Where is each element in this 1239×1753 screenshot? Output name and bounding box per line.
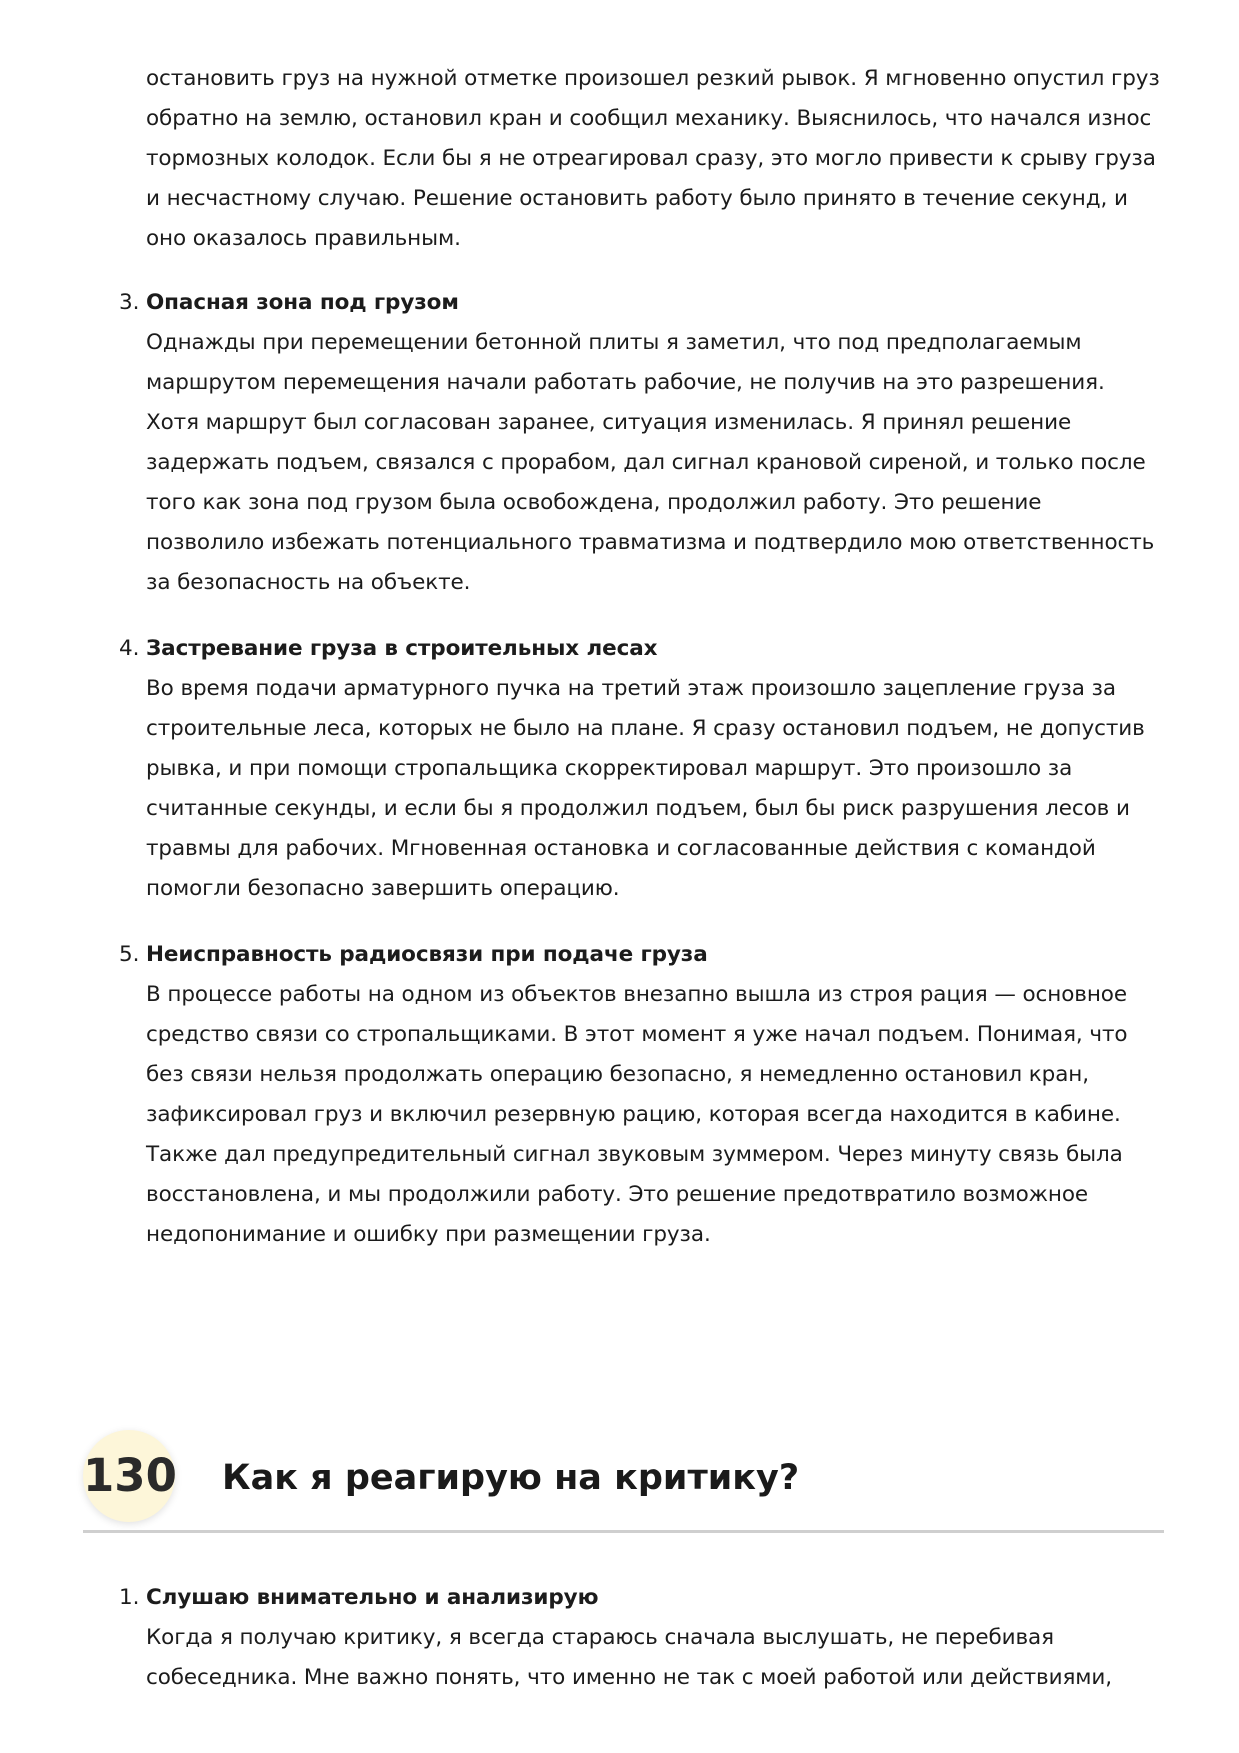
list-item-heading xyxy=(119,1578,1164,1618)
list-item-body: Однажды при перемещении бетонной плиты я заметил, что под предполагаемым маршрутом перемещения начали работать рабочие, не получив на это разрешения. Хотя маршрут был согласован заранее, ситуация изменилась. Я принял решение задержать подъем, связался с прорабом, дал сигнал крановой сиреной, и только после того как зона под грузом была освобождена, продолжил работу. Это решение позволило избежать потенциального травматизма и подтвердило мою ответственность за безопасность на объекте. xyxy=(146,330,1155,595)
list-item-number: 1. xyxy=(119,1585,140,1610)
list-item-title: Неисправность радиосвязи при подаче груза xyxy=(146,942,708,967)
list-item xyxy=(119,629,1164,909)
list-item-body: В процессе работы на одном из объектов внезапно вышла из строя рация — основное средство связи со стропальщиками. В этот момент я уже начал подъем. Понимая, что без связи нельзя продолжать операцию безопасно, я немедленно остановил кран, зафиксировал груз и включил резервную рацию, которая всегда находится в кабине. Также дал предупредительный сигнал звуковым зуммером. Через минуту связь была восстановлена, и мы продолжили работу. Это решение предотвратило возможное недопонимание и ошибку при размещении груза. xyxy=(146,982,1128,1247)
list-item-heading xyxy=(119,935,1164,975)
list-item-body: Когда я получаю критику, я всегда стараюсь сначала выслушать, не перебивая собеседника. Мне важно понять, что именно не так с моей работой или действиями, xyxy=(146,1625,1113,1690)
list-item xyxy=(119,1578,1164,1698)
list-item-title: Опасная зона под грузом xyxy=(146,290,459,315)
list-item xyxy=(119,283,1164,603)
question-title: Как я реагирую на критику? xyxy=(222,1458,800,1498)
list-item xyxy=(119,935,1164,1255)
list-item-body: Во время подачи арматурного пучка на третий этаж произошло зацепление груза за строительные леса, которых не было на плане. Я сразу остановил подъем, не допустив рывка, и при помощи стропальщика скорректировал маршрут. Это произошло за считанные секунды, и если бы я продолжил подъем, был бы риск разрушения лесов и травмы для рабочих. Мгновенная остановка и согласованные действия с командой помогли безопасно завершить операцию. xyxy=(146,676,1145,901)
question-header xyxy=(83,1430,1164,1530)
continued-paragraph-text: остановить груз на нужной отметке произошел резкий рывок. Я мгновенно опустил груз обратно на землю, остановил кран и сообщил механику. Выяснилось, что начался износ тормозных колодок. Если бы я не отреагировал сразу, это могло привести к срыву груза и несчастному случаю. Решение остановить работу было принято в течение секунд, и оно оказалось правильным. xyxy=(146,66,1160,251)
list-item-heading xyxy=(119,283,1164,323)
list-item-number: 3. xyxy=(119,290,140,315)
list-item-number: 5. xyxy=(119,942,140,967)
list-item-title: Слушаю внимательно и анализирую xyxy=(146,1585,599,1610)
question-number-badge xyxy=(83,1430,175,1522)
continued-paragraph xyxy=(146,59,1164,259)
list-item-heading xyxy=(119,629,1164,669)
list-item-title: Застревание груза в строительных лесах xyxy=(146,636,658,661)
list-item-number: 4. xyxy=(119,636,140,661)
header-divider xyxy=(83,1530,1164,1533)
question-number: 130 xyxy=(83,1449,177,1502)
